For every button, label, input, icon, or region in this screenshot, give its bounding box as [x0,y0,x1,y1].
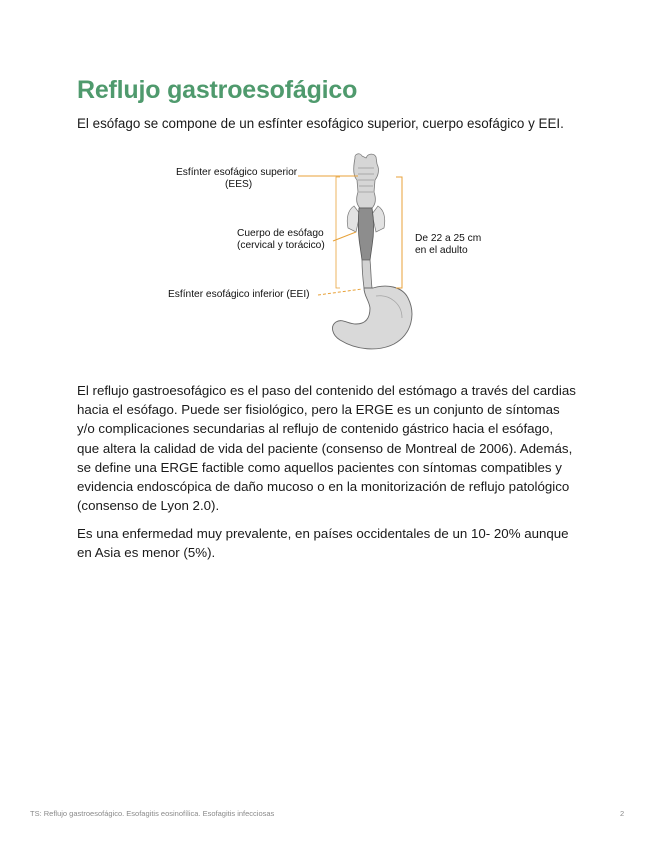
intro-text: El esófago se compone de un esfínter esofágico superior, cuerpo esofágico y EEI. [77,116,564,131]
label-body-line1: Cuerpo de esófago [237,228,324,239]
paragraph-definition: El reflujo gastroesofágico es el paso del contenido del estómago a través del cardias hacia el esófago. Puede ser fisiológico, pero la ERGE es un conjunto de síntomas y/o complicaciones secundarias al reflujo de contenido gástrico hacia el esófago, que altera la calidad de vida del paciente (consenso de Montreal de 2006). Además, se define una ERGE factible como aquellos pacientes con síntomas compatibles y evidencia endoscópica de daño mucoso o en la monitorización de reflujo patológico (consenso de Lyon 2.0). [77,383,576,514]
page-number: 2 [620,809,625,818]
length-bracket [396,177,402,288]
footer-title: TS: Reflujo gastroesofágico. Esofagitis eosinofílica. Esofagitis infecciosas [30,809,275,818]
paragraph-prevalence: Es una enfermedad muy prevalente, en países occidentales de un 10- 20% aunque en Asia es menor (5%). [77,526,569,561]
leader-body [333,232,356,241]
label-eei: Esfínter esofágico inferior (EEI) [168,289,310,300]
esophagus-figure [150,148,510,358]
label-ees [176,167,297,191]
label-length [415,233,481,257]
larynx-shape [354,154,379,208]
label-ees-line2: (EES) [225,179,253,190]
esophagus-body [358,208,373,260]
label-body [237,228,325,252]
label-body-line2: (cervical y torácico) [237,240,325,251]
label-length-line2: en el adulto [415,245,468,256]
stomach-shape [333,286,412,349]
esophagus-lower [362,260,372,288]
label-length-line1: De 22 a 25 cm [415,233,482,244]
label-ees-line1: Esfínter esofágico superior [176,167,298,178]
page-title: Reflujo gastroesofágico [77,76,358,104]
length-bracket-left [336,177,340,288]
leader-eei [318,289,362,295]
